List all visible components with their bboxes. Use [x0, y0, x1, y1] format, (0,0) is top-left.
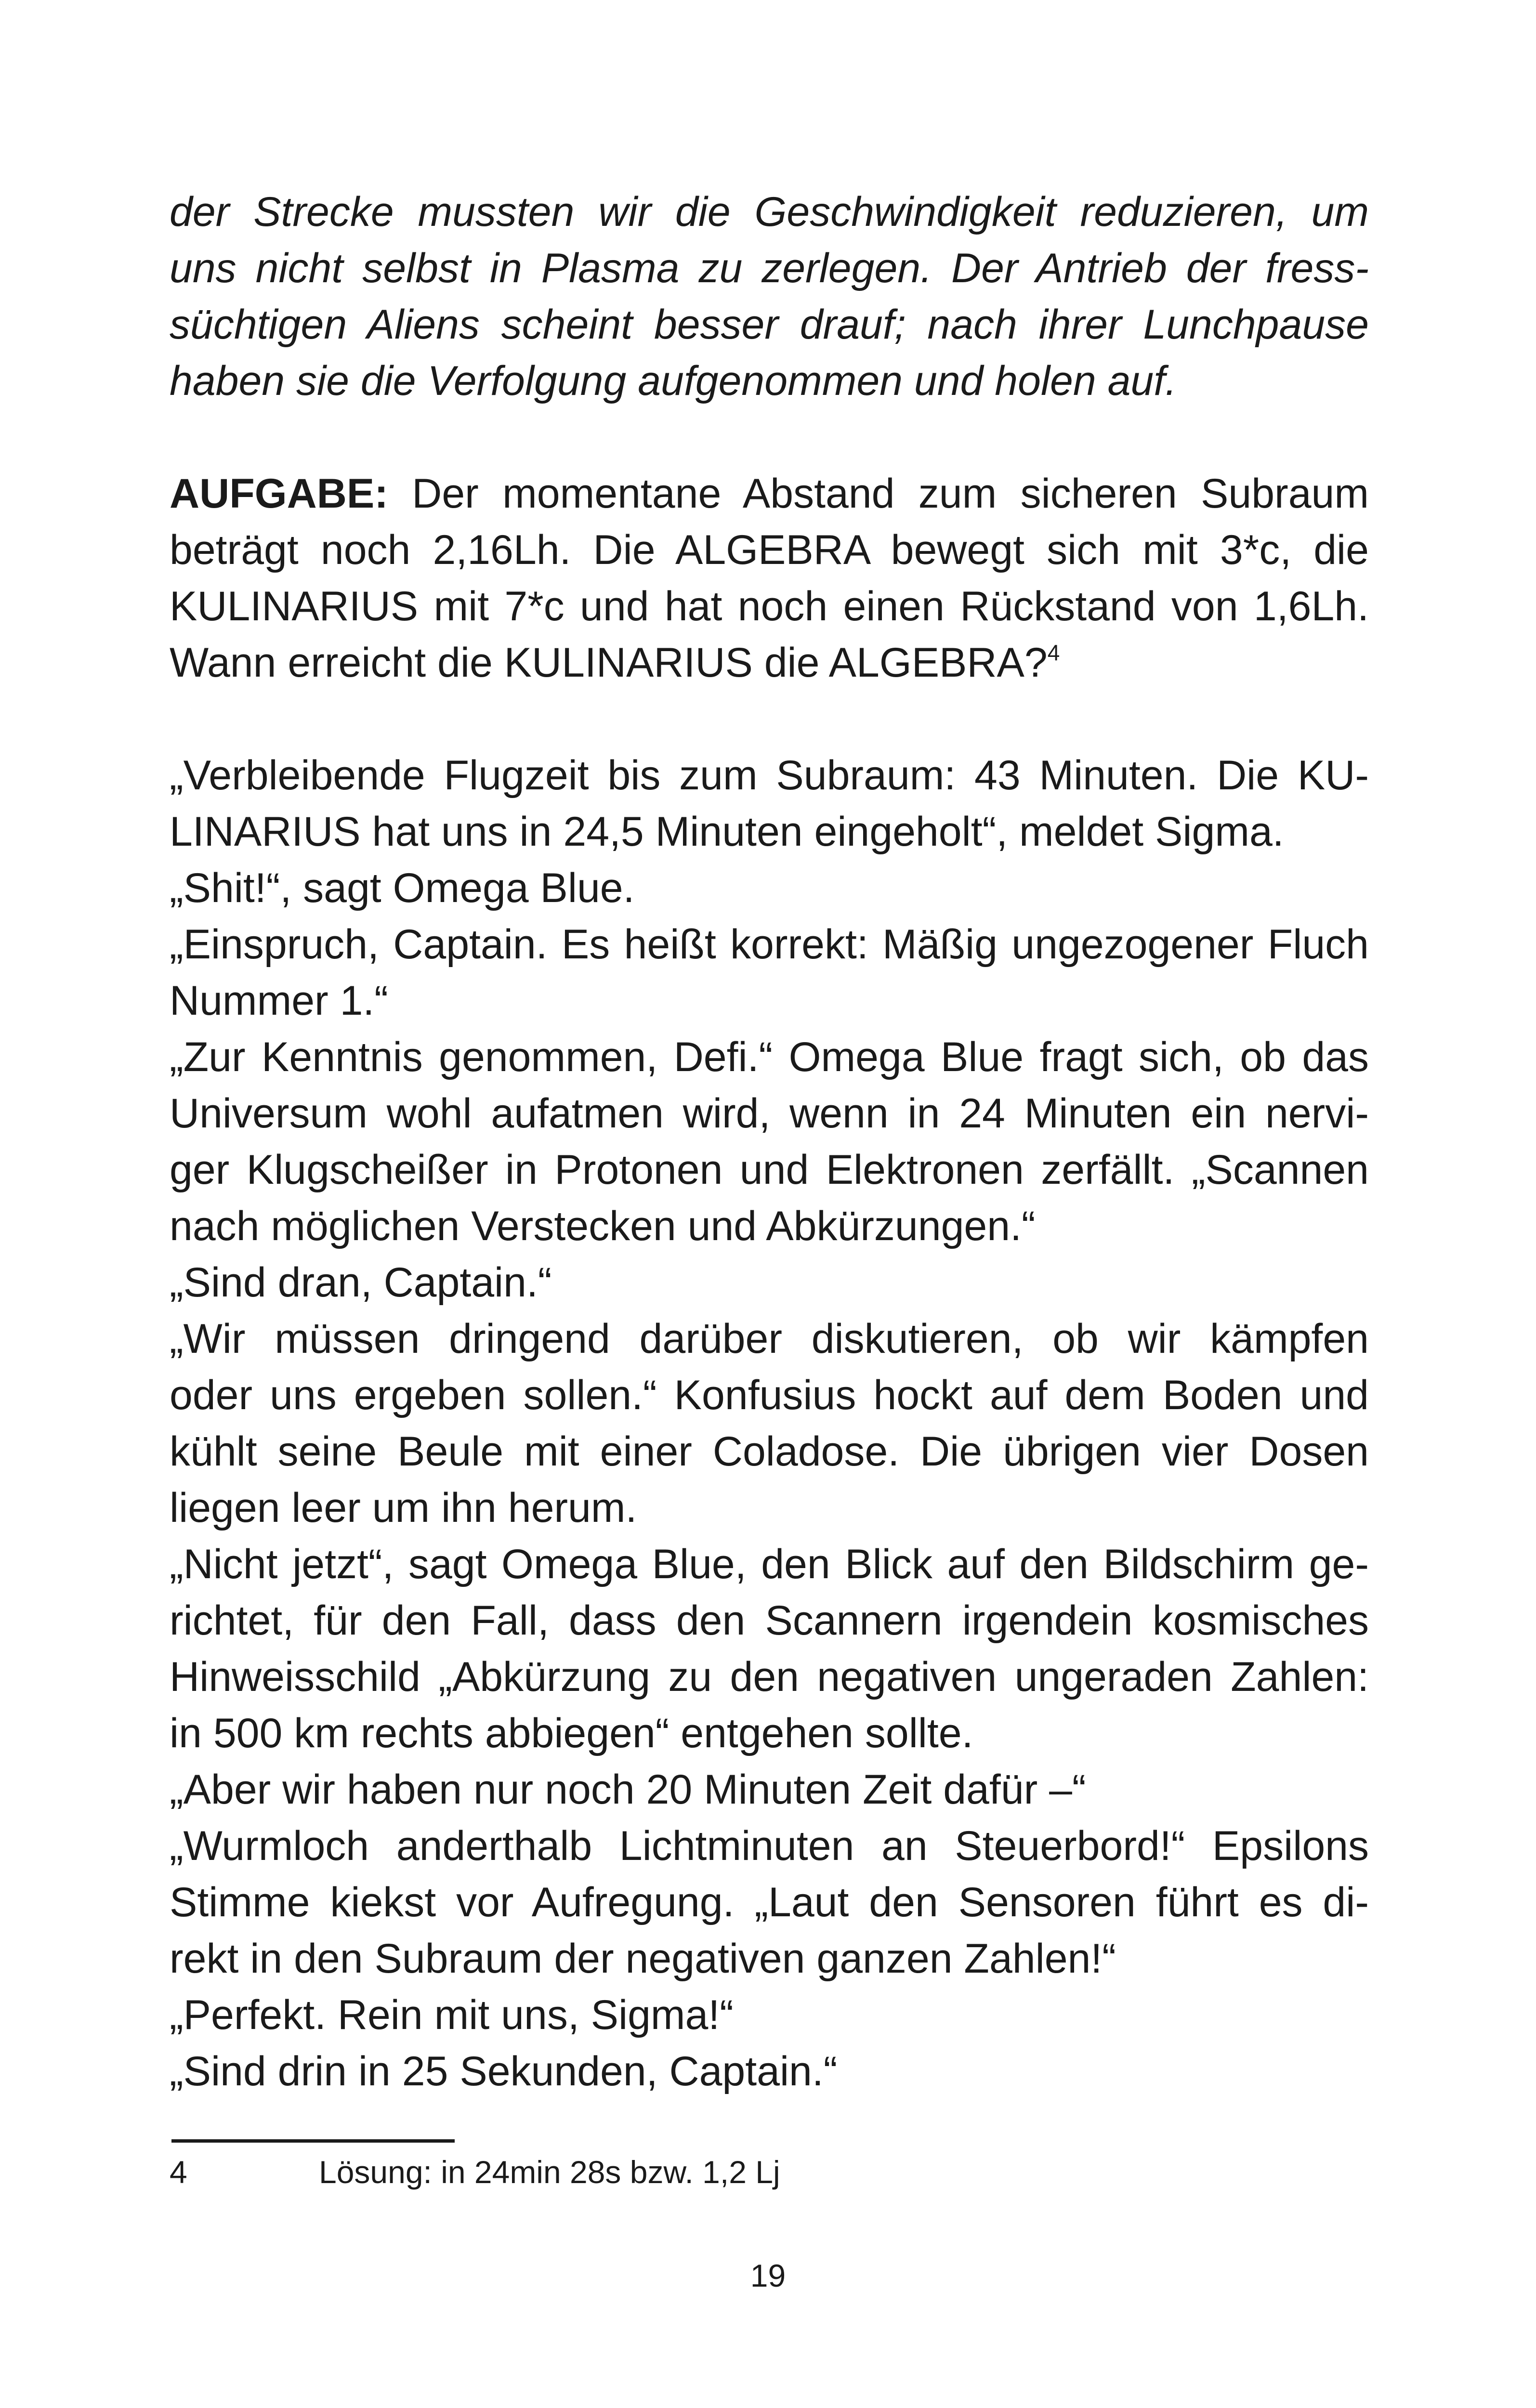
text-line: Universum wohl aufatmen wird, wenn in 24 Minuten ein nervi- — [170, 1090, 1369, 1137]
text-line: nach möglichen Verstecken und Abkürzungen.“ — [170, 1203, 1036, 1249]
task-first-line — [170, 466, 1369, 522]
text-line: süchtigen Aliens scheint besser drauf; nach ihrer Lunchpause — [170, 301, 1369, 348]
text-line: rekt in den Subraum der negativen ganzen Zahlen!“ — [170, 1936, 1116, 1982]
text-line: der Strecke mussten wir die Geschwindigkeit reduzieren, um — [170, 189, 1369, 235]
text-line: haben sie die Verfolgung aufgenommen und holen auf. — [170, 358, 1177, 404]
text-segment: Der momentane Abstand zum sicheren Subraum — [388, 471, 1369, 517]
footnote-separator — [171, 2139, 455, 2143]
text-line: Hinweisschild „Abkürzung zu den negativen ungeraden Zahlen: — [170, 1654, 1369, 1700]
text-line: „Nicht jetzt“, sagt Omega Blue, den Blick auf den Bildschirm ge- — [170, 1541, 1369, 1587]
text-line: „Zur Kenntnis genommen, Defi.“ Omega Blue fragt sich, ob das — [170, 1034, 1369, 1080]
text-line: oder uns ergeben sollen.“ Konfusius hockt auf dem Boden und — [170, 1372, 1369, 1418]
task-paragraph — [170, 466, 1369, 691]
text-line: „Wurmloch anderthalb Lichtminuten an Steuerbord!“ Epsilons — [170, 1823, 1369, 1869]
footnote-reference[interactable]: 4 — [1047, 640, 1060, 665]
intro-paragraph — [170, 184, 1369, 409]
page-number: 19 — [750, 2258, 786, 2293]
text-line: „Sind dran, Captain.“ — [170, 1259, 552, 1306]
text-line: „Shit!“, sagt Omega Blue. — [170, 865, 635, 911]
text-line: ger Klugscheißer in Protonen und Elektronen zerfällt. „Scannen — [170, 1147, 1369, 1193]
text-line: uns nicht selbst in Plasma zu zerlegen. Der Antrieb der fress- — [170, 245, 1369, 291]
footnote-number: 4 — [170, 2154, 187, 2190]
text-line: kühlt seine Beule mit einer Coladose. Die übrigen vier Dosen — [170, 1428, 1369, 1475]
dialogue-block — [170, 747, 1369, 2100]
text-line: „Aber wir haben nur noch 20 Minuten Zeit dafür –“ — [170, 1767, 1086, 1813]
text-line: liegen leer um ihn herum. — [170, 1485, 637, 1531]
footnote — [170, 2150, 780, 2194]
text-segment: Wann erreicht die KULINARIUS die ALGEBRA? — [170, 640, 1048, 686]
text-line: „Sind drin in 25 Sekunden, Captain.“ — [170, 2048, 838, 2094]
footnote-text: Lösung: in 24min 28s bzw. 1,2 Lj — [319, 2154, 780, 2190]
task-last-line — [170, 635, 1369, 691]
text-line: Nummer 1.“ — [170, 978, 388, 1024]
text-line: beträgt noch 2,16Lh. Die ALGEBRA bewegt sich mit 3*c, die — [170, 527, 1369, 573]
text-line: „Wir müssen dringend darüber diskutieren, ob wir kämpfen — [170, 1316, 1369, 1362]
text-line: „Einspruch, Captain. Es heißt korrekt: Mäßig ungezogener Fluch — [170, 921, 1369, 968]
text-line: richtet, für den Fall, dass den Scannern irgendein kosmisches — [170, 1597, 1369, 1644]
paragraph-gap — [170, 691, 1369, 747]
text-line: Stimme kiekst vor Aufregung. „Laut den Sensoren führt es di- — [170, 1879, 1369, 1925]
text-line: „Verbleibende Flugzeit bis zum Subraum: 43 Minuten. Die KU- — [170, 752, 1369, 798]
page-body — [170, 184, 1369, 2100]
paragraph-gap — [170, 409, 1369, 466]
task-label: AUFGABE: — [170, 471, 388, 517]
text-line: „Perfekt. Rein mit uns, Sigma!“ — [170, 1992, 734, 2038]
text-line: KULINARIUS mit 7*c und hat noch einen Rückstand von 1,6Lh. — [170, 583, 1369, 629]
text-line: in 500 km rechts abbiegen“ entgehen sollte. — [170, 1710, 973, 1756]
text-line: LINARIUS hat uns in 24,5 Minuten eingeholt“, meldet Sigma. — [170, 809, 1284, 855]
